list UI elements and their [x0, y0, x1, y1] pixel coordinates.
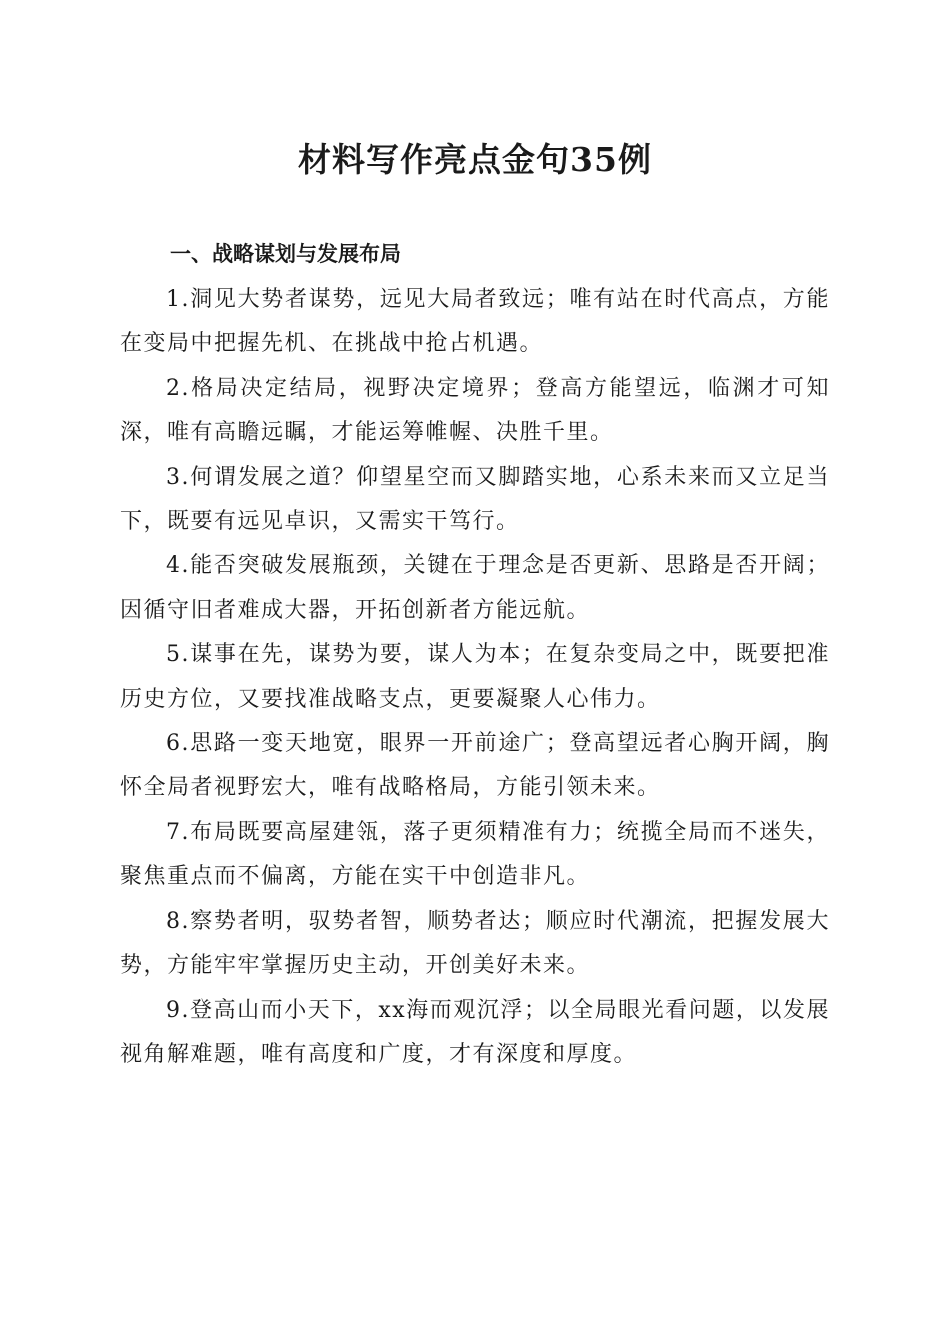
paragraph-item: 5.谋事在先，谋势为要，谋人为本；在复杂变局之中，既要把准历史方位，又要找准战略支点，更要凝聚人心伟力。 [120, 642, 830, 712]
paragraph-item: 4.能否突破发展瓶颈，关键在于理念是否更新、思路是否开阔；因循守旧者难成大器，开拓创新者方能远航。 [120, 553, 830, 623]
paragraph-item: 1.洞见大势者谋势，远见大局者致远；唯有站在时代高点，方能在变局中把握先机、在挑战中抢占机遇。 [120, 287, 830, 357]
paragraph-item: 7.布局既要高屋建瓴，落子更须精准有力；统揽全局而不迷失，聚焦重点而不偏离，方能在实干中创造非凡。 [120, 819, 830, 890]
paragraph-item: 3.何谓发展之道？仰望星空而又脚踏实地，心系未来而又立足当下，既要有远见卓识，又需实干笃行。 [120, 464, 830, 535]
paragraph-item: 2.格局决定结局，视野决定境界；登高方能望远，临渊才可知深，唯有高瞻远瞩，才能运筹帷幄、决胜千里。 [120, 375, 830, 446]
paragraph-item: 8.察势者明，驭势者智，顺势者达；顺应时代潮流，把握发展大势，方能牢牢掌握历史主动，开创美好未来。 [120, 908, 830, 979]
section-heading: 一、战略谋划与发展布局 [170, 242, 401, 266]
paragraph-item: 9.登高山而小天下，xx海而观沉浮；以全局眼光看问题，以发展视角解难题，唯有高度和广度，才有深度和厚度。 [120, 997, 830, 1067]
document-title: 材料写作亮点金句35例 [298, 140, 652, 179]
paragraph-item: 6.思路一变天地宽，眼界一开前途广；登高望远者心胸开阔，胸怀全局者视野宏大，唯有战略格局，方能引领未来。 [120, 731, 830, 801]
paragraph-list [120, 278, 830, 1077]
